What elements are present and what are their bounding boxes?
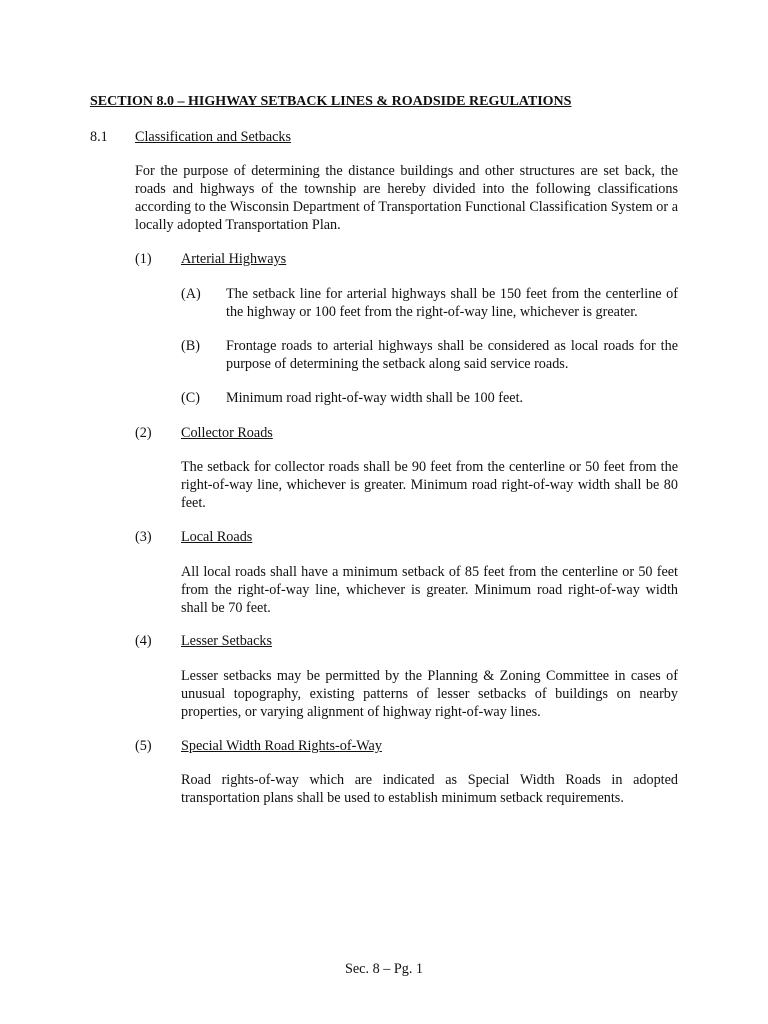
item-heading-special-width-roads: Special Width Road Rights-of-Way [181,738,382,754]
page-footer: Sec. 8 – Pg. 1 [344,961,424,977]
section-title: SECTION 8.0 – HIGHWAY SETBACK LINES & ROADSIDE REGULATIONS [90,94,572,109]
subitem-text: The setback line for arterial highways shall be 150 feet from the centerline of the highway or 100 feet from the right-of-way line, whichever is greater. [226,286,678,320]
subitem-letter: (B) [181,338,200,354]
item-heading-arterial-highways: Arterial Highways [181,251,287,267]
section-number: 8.1 [90,129,108,145]
item-heading-collector-roads: Collector Roads [181,425,273,441]
item-heading-lesser-setbacks: Lesser Setbacks [181,633,273,649]
item-text: Road rights-of-way which are indicated as Special Width Roads in adopted transportation plans shall be used to establish minimum setback requirements. [181,772,678,806]
subitem-letter: (A) [181,286,201,302]
section-heading: Classification and Setbacks [135,129,292,145]
item-number: (4) [135,633,152,649]
item-number: (3) [135,529,152,545]
item-heading-local-roads: Local Roads [181,529,253,545]
subitem-text: Minimum road right-of-way width shall be 100 feet. [226,390,524,406]
item-number: (2) [135,425,152,441]
item-text: All local roads shall have a minimum setback of 85 feet from the centerline or 50 feet from the right-of-way line, whichever is greater. Minimum road right-of-way width shall be 70 feet. [181,564,678,616]
subitem-letter: (C) [181,390,200,406]
item-number: (1) [135,251,152,267]
subitem-text: Frontage roads to arterial highways shall be considered as local roads for the purpose of determining the setback along said service roads. [226,338,678,372]
item-text: The setback for collector roads shall be 90 feet from the centerline or 50 feet from the right-of-way line, whichever is greater. Minimum road right-of-way width shall be 80 feet. [181,459,678,511]
item-text: Lesser setbacks may be permitted by the Planning & Zoning Committee in cases of unusual topography, existing patterns of lesser setbacks of buildings on nearby properties, or varying alignment of highway right-of-way lines. [181,668,678,720]
item-number: (5) [135,738,152,754]
intro-paragraph: For the purpose of determining the distance buildings and other structures are set back, the roads and highways of the township are hereby divided into the following classifications according to the Wisconsin Department of Transportation Functional Classification System or a locally adopted Transportation Plan. [135,163,678,233]
